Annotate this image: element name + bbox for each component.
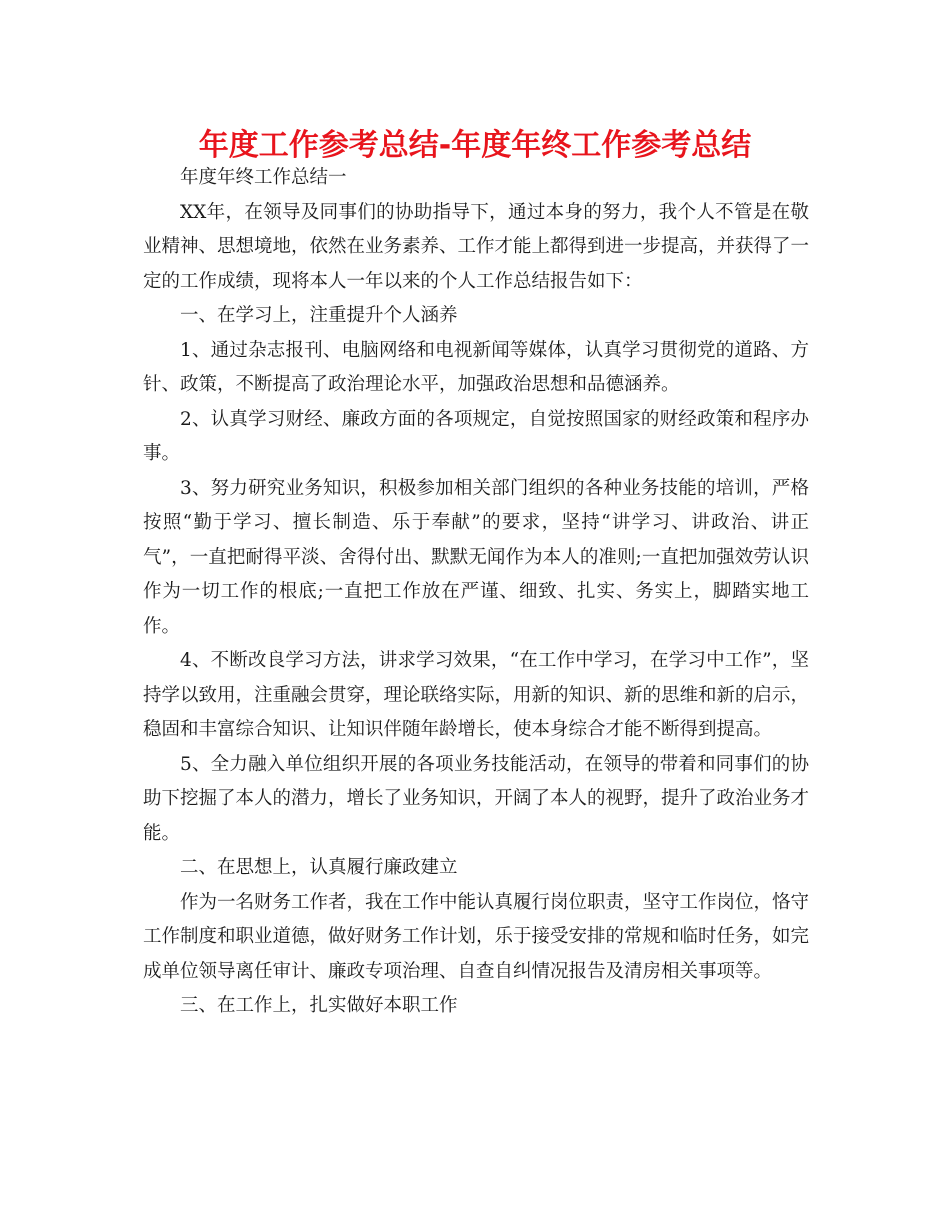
section-heading-thought: 二、在思想上，认真履行廉政建立	[180, 857, 458, 878]
paragraph-item-1: 1、通过杂志报刊、电脑网络和电视新闻等媒体，认真学习贯彻党的道路、方针、政策，不断提高了政治理论水平，加强政治思想和品德涵养。	[143, 339, 809, 395]
document-title: 年度工作参考总结-年度年终工作参考总结	[198, 128, 752, 163]
paragraph-item-2: 2、认真学习财经、廉政方面的各项规定，自觉按照国家的财经政策和程序办事。	[143, 408, 809, 464]
paragraph-item-3: 3、努力研究业务知识，积极参加相关部门组织的各种业务技能的培训，严格按照“勤于学习、擅长制造、乐于奉献”的要求，坚持“讲学习、讲政治、讲正气”，一直把耐得平淡、舍得付出、默默无闻作为本人的准则;一直把加强效劳认识作为一切工作的根底;一直把工作放在严谨、细致、扎实、务实上，脚踏实地工作。	[143, 477, 809, 637]
paragraph-item-5: 5、全力融入单位组织开展的各项业务技能活动，在领导的带着和同事们的协助下挖掘了本人的潜力，增长了业务知识，开阔了本人的视野，提升了政治业务才能。	[143, 753, 810, 844]
paragraph-thought: 作为一名财务工作者，我在工作中能认真履行岗位职责，坚守工作岗位，恪守工作制度和职业道德，做好财务工作计划，乐于接受安排的常规和临时任务，如完成单位领导离任审计、廉政专项治理、自查自纠情况报告及清房相关事项等。	[143, 891, 810, 982]
section-heading-summary-one: 年度年终工作总结一	[180, 167, 347, 188]
section-heading-work: 三、在工作上，扎实做好本职工作	[180, 995, 458, 1016]
paragraph-intro: XX年，在领导及同事们的协助指导下，通过本身的努力，我个人不管是在敬业精神、思想境地，依然在业务素养、工作才能上都得到进一步提高，并获得了一定的工作成绩，现将本人一年以来的个人工作总结报告如下：	[143, 201, 810, 292]
paragraph-item-4: 4、不断改良学习方法，讲求学习效果，“在工作中学习，在学习中工作”，坚持学以致用，注重融会贯穿，理论联络实际，用新的知识、新的思维和新的启示，稳固和丰富综合知识、让知识伴随年龄增长，使本身综合才能不断得到提高。	[143, 650, 810, 740]
section-heading-study: 一、在学习上，注重提升个人涵养	[180, 305, 458, 326]
document-body	[143, 161, 809, 1024]
